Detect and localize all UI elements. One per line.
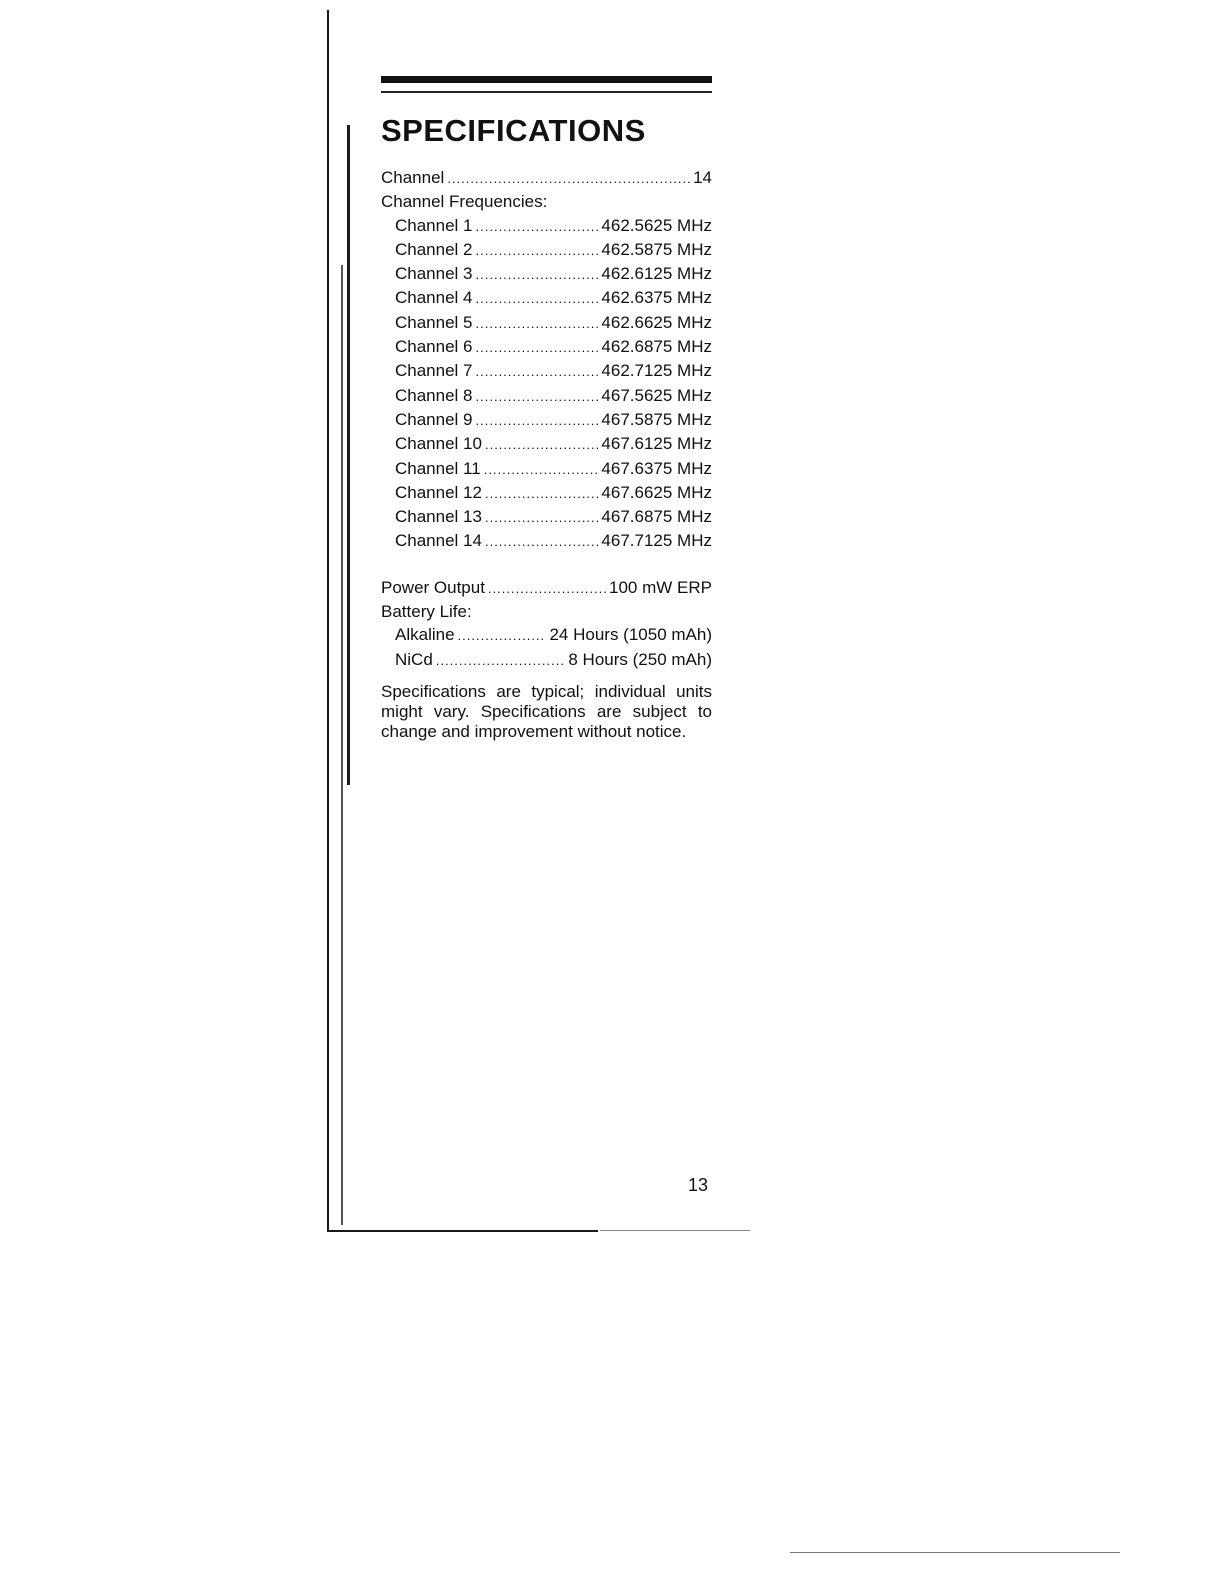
dot-leader — [458, 624, 547, 647]
dot-leader — [476, 385, 599, 408]
spec-note: Specifications are typical; individual units might vary. Specifications are subject to change and improvement without notice. — [381, 681, 712, 741]
frequency-value: 467.6125 MHz — [601, 434, 712, 454]
binding-edge-line — [327, 10, 329, 1232]
frequency-label: Channel 10 — [395, 434, 482, 454]
spec-row-power-output — [381, 576, 712, 600]
frequency-row — [381, 311, 712, 335]
page-title: SPECIFICATIONS — [381, 113, 646, 148]
spec-label: Channel — [381, 168, 445, 187]
frequency-value: 467.6875 MHz — [601, 507, 712, 527]
frequency-row — [381, 408, 712, 432]
frequency-row — [381, 481, 712, 505]
frequency-value: 462.6125 MHz — [601, 264, 712, 284]
frequency-value: 467.5875 MHz — [601, 409, 712, 429]
dot-leader — [476, 336, 599, 359]
spec-value: 14 — [693, 168, 712, 187]
battery-value: 8 Hours (250 mAh) — [568, 649, 712, 669]
frequency-label: Channel 5 — [395, 312, 473, 332]
frequency-value: 462.7125 MHz — [601, 361, 712, 381]
frequency-value: 467.7125 MHz — [601, 531, 712, 551]
bottom-edge-line-faint — [600, 1230, 750, 1231]
battery-row — [381, 623, 712, 647]
frequency-row — [381, 432, 712, 456]
dot-leader — [476, 287, 599, 310]
scan-footer-line — [790, 1552, 1120, 1553]
dot-leader — [447, 167, 690, 190]
frequency-label: Channel 13 — [395, 507, 482, 527]
spec-page — [381, 60, 712, 742]
header-rule-thin — [381, 91, 712, 93]
dot-leader — [488, 577, 606, 600]
frequency-value: 467.6375 MHz — [601, 458, 712, 478]
frequency-value: 462.6625 MHz — [601, 312, 712, 332]
frequency-value: 467.5625 MHz — [601, 385, 712, 405]
frequency-value: 462.6875 MHz — [601, 337, 712, 357]
frequency-label: Channel 1 — [395, 215, 473, 235]
dot-leader — [485, 506, 598, 529]
page-number: 13 — [688, 1175, 709, 1195]
bottom-edge-line — [328, 1230, 598, 1232]
frequency-label: Channel 14 — [395, 531, 482, 551]
frequency-value: 462.6375 MHz — [601, 288, 712, 308]
frequency-row — [381, 359, 712, 383]
frequencies-heading: Channel Frequencies: — [381, 192, 548, 212]
dot-leader — [485, 433, 598, 456]
dot-leader — [485, 530, 598, 553]
frequency-value: 462.5625 MHz — [601, 215, 712, 235]
frequency-label: Channel 11 — [395, 458, 481, 478]
dot-leader — [484, 458, 599, 481]
spec-value: 100 mW ERP — [609, 577, 712, 597]
margin-mark — [347, 125, 350, 785]
frequency-value: 462.5875 MHz — [601, 239, 712, 259]
battery-value: 24 Hours (1050 mAh) — [549, 625, 712, 645]
dot-leader — [476, 263, 599, 286]
frequency-list — [381, 214, 712, 554]
frequency-row — [381, 384, 712, 408]
frequency-row — [381, 214, 712, 238]
battery-label: NiCd — [395, 649, 433, 669]
frequency-label: Channel 4 — [395, 288, 473, 308]
dot-leader — [476, 239, 599, 262]
frequency-row — [381, 335, 712, 359]
dot-leader — [476, 312, 599, 335]
frequency-label: Channel 12 — [395, 482, 482, 502]
header-rule-thick — [381, 76, 712, 83]
spec-row-channel — [381, 166, 712, 190]
frequency-label: Channel 3 — [395, 264, 473, 284]
binding-edge-line-inner — [341, 265, 343, 1225]
dot-leader — [485, 482, 598, 505]
frequency-label: Channel 7 — [395, 361, 473, 381]
frequency-row — [381, 262, 712, 286]
frequency-label: Channel 2 — [395, 239, 473, 259]
spec-label: Power Output — [381, 577, 485, 597]
frequency-label: Channel 8 — [395, 385, 473, 405]
dot-leader — [436, 649, 566, 672]
dot-leader — [476, 215, 599, 238]
battery-row — [381, 648, 712, 672]
dot-leader — [476, 409, 599, 432]
battery-heading: Battery Life: — [381, 602, 472, 622]
section-gap — [381, 554, 712, 576]
battery-label: Alkaline — [395, 625, 455, 645]
frequency-row — [381, 505, 712, 529]
frequency-row — [381, 529, 712, 553]
frequency-label: Channel 9 — [395, 409, 473, 429]
frequency-row — [381, 238, 712, 262]
frequency-row — [381, 457, 712, 481]
frequency-label: Channel 6 — [395, 337, 473, 357]
dot-leader — [476, 360, 599, 383]
frequency-value: 467.6625 MHz — [601, 482, 712, 502]
frequency-row — [381, 286, 712, 310]
